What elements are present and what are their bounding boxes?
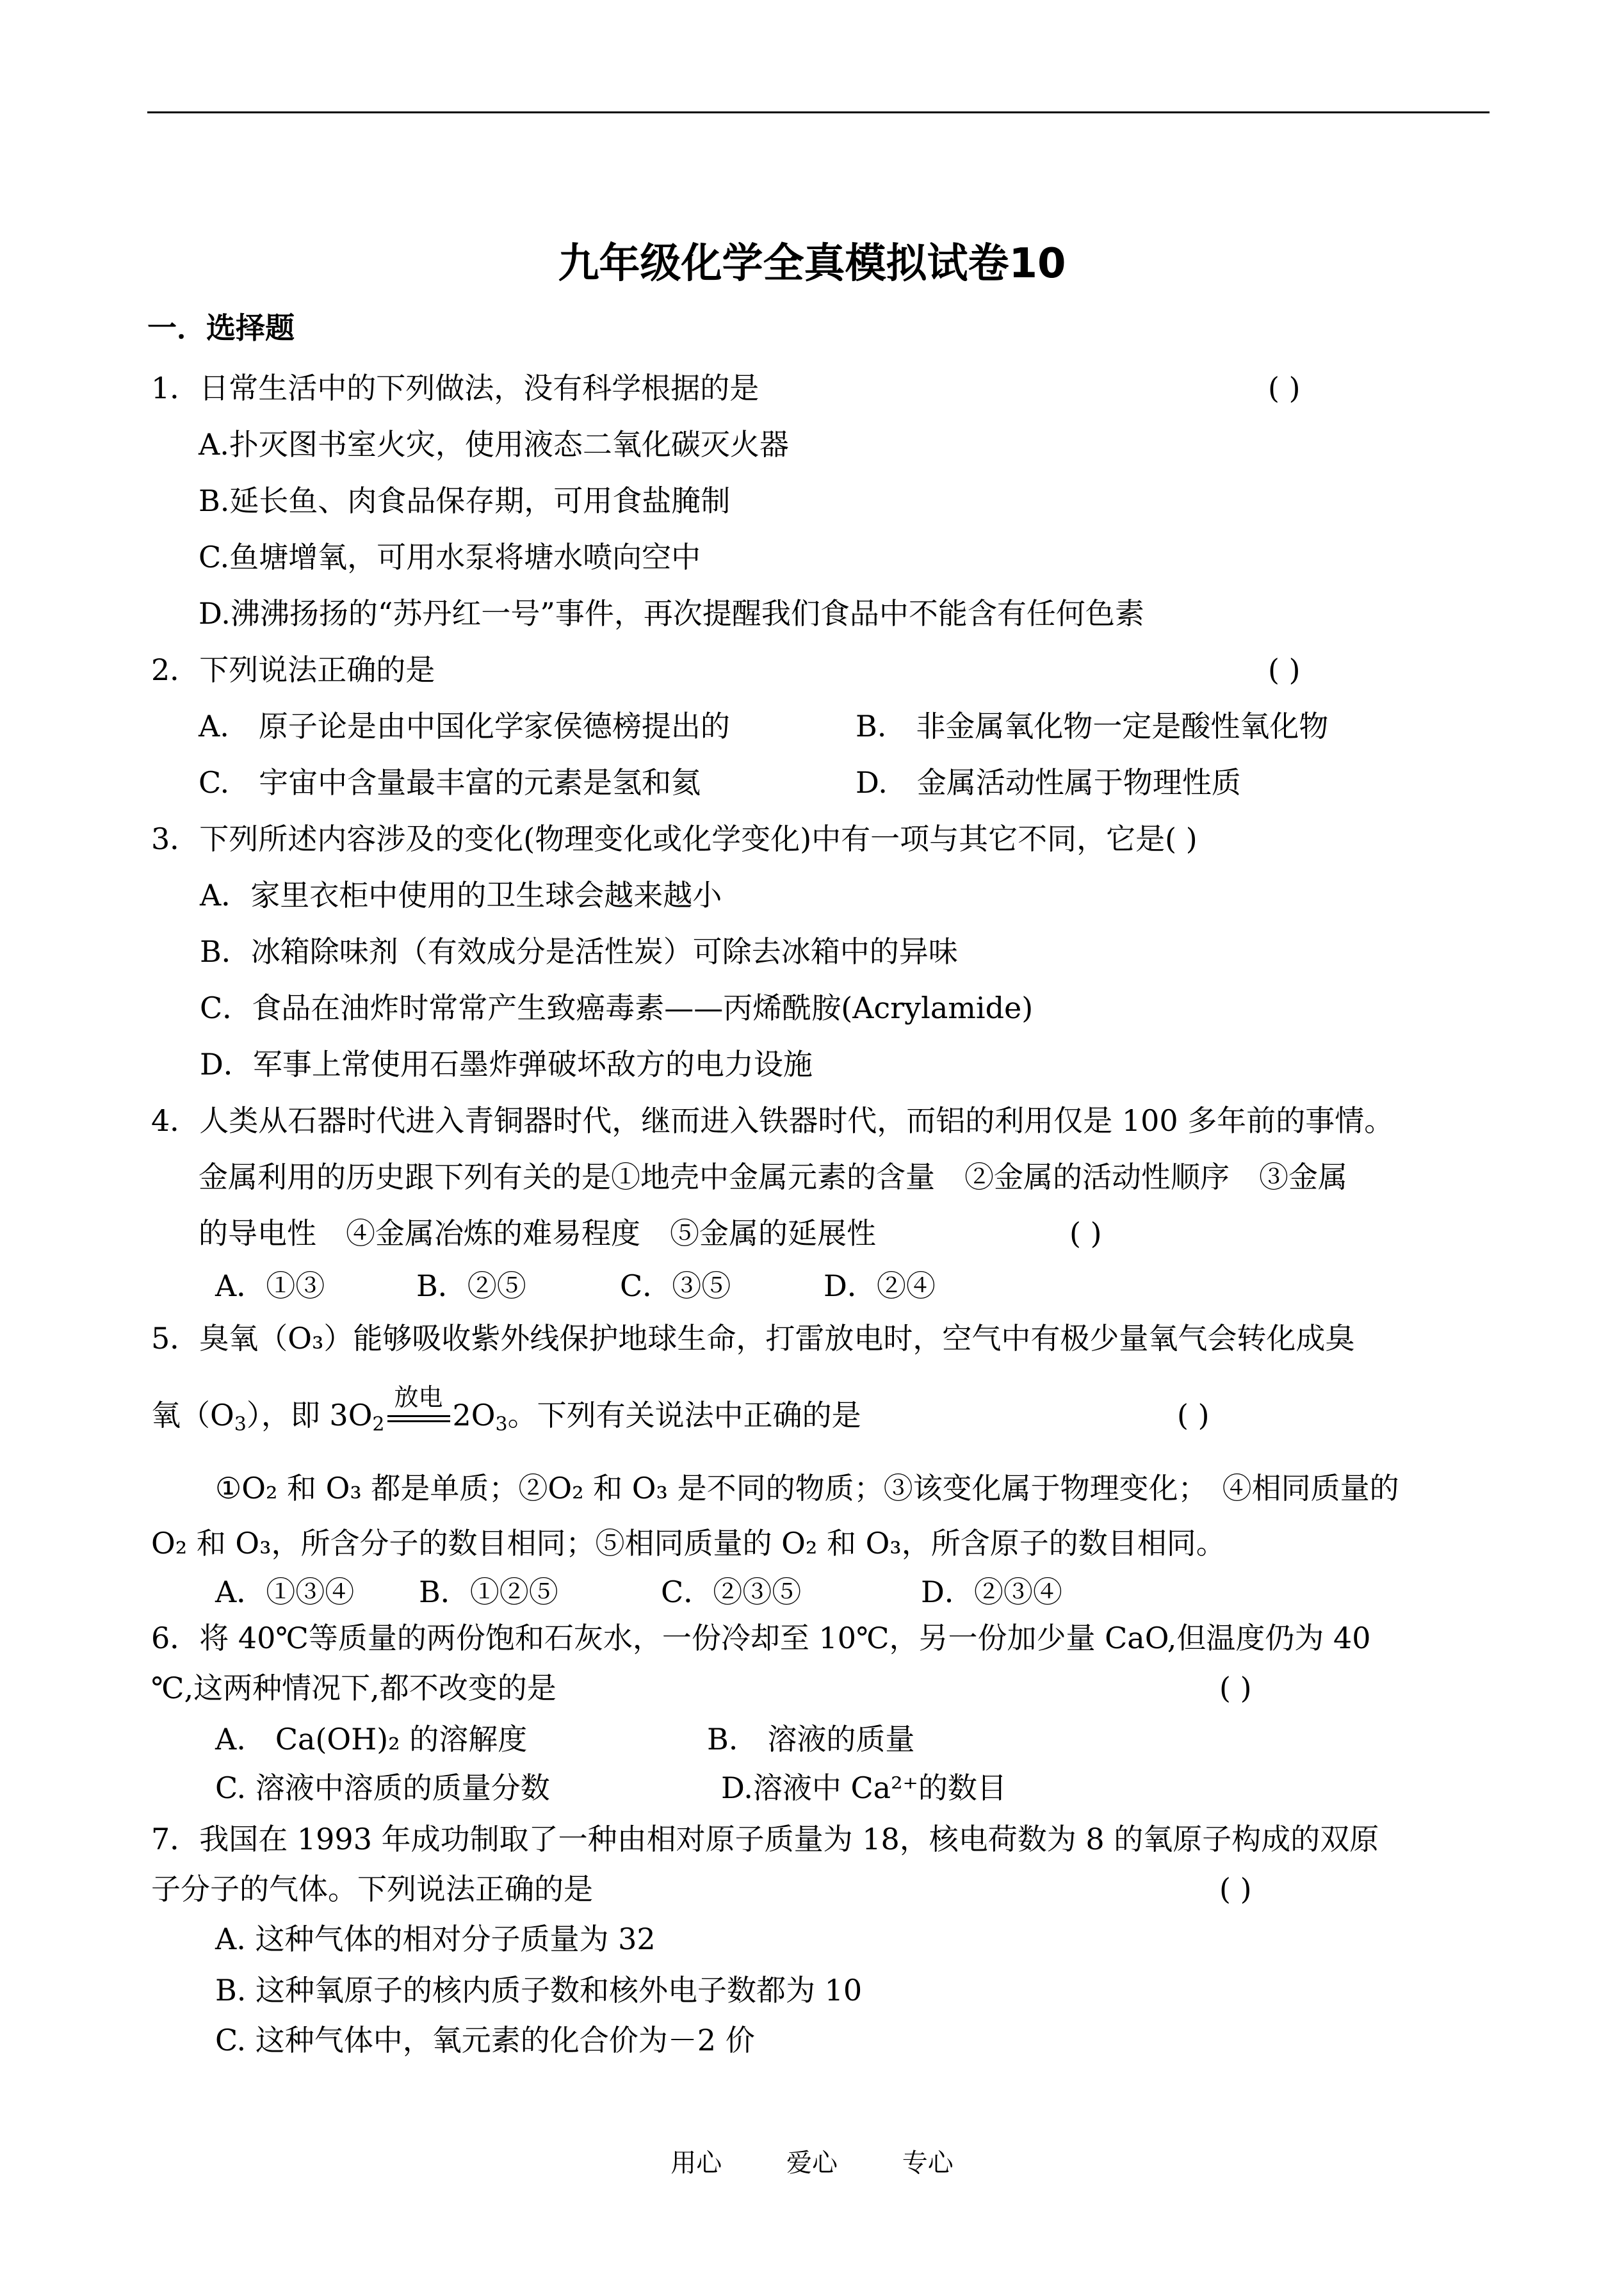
q4-option-a: A．①③: [215, 1269, 325, 1303]
q3-option-a: A．家里衣柜中使用的卫生球会越来越小: [200, 878, 722, 912]
q2-option-b: B. 非金属氧化物一定是酸性氧化物: [856, 709, 1329, 743]
q7-option-a: A. 这种气体的相对分子质量为 32: [215, 1922, 656, 1956]
q1-option-a: A.扑灭图书室火灾，使用液态二氧化碳灭火器: [199, 427, 789, 462]
q6-answer-blank: ( ): [1219, 1671, 1252, 1705]
section-heading: 一．选择题: [147, 311, 295, 345]
footer-item: 爱心: [786, 2148, 838, 2178]
q7-line-2: 子分子的气体。下列说法正确的是: [151, 1872, 593, 1906]
q4-line-2: 金属利用的历史跟下列有关的是①地壳中金属元素的含量 ②金属的活动性顺序 ③金属: [199, 1160, 1347, 1194]
q5-statements-1: ①O₂ 和 O₃ 都是单质；②O₂ 和 O₃ 是不同的物质；③该变化属于物理变化； ④相同质量的: [215, 1471, 1399, 1505]
reaction-condition: 放电: [394, 1383, 443, 1411]
q3-option-c: C．食品在油炸时常常产生致癌毒素——丙烯酰胺(Acrylamide): [200, 991, 1034, 1025]
q6-option-c: C. 溶液中溶质的质量分数: [215, 1771, 550, 1805]
q6-option-b: B. 溶液的质量: [707, 1722, 915, 1756]
q5-option-a: A．①③④: [215, 1575, 355, 1609]
q4-option-c: C．③⑤: [620, 1269, 731, 1303]
q2-option-d: D. 金属活动性属于物理性质: [856, 765, 1241, 800]
q5-answer-blank: ( ): [1177, 1398, 1210, 1432]
q7-answer-blank: ( ): [1219, 1872, 1252, 1906]
q2-option-c: C. 宇宙中含量最丰富的元素是氢和氦: [199, 765, 701, 800]
q5-option-b: B．①②⑤: [419, 1575, 558, 1609]
q7-option-c: C. 这种气体中，氧元素的化合价为－2 价: [215, 2023, 755, 2057]
q1-answer-blank: ( ): [1268, 371, 1301, 405]
q1-option-c: C.鱼塘增氧，可用水泵将塘水喷向空中: [199, 540, 701, 574]
q4-answer-blank: ( ): [1069, 1216, 1102, 1251]
header-rule: [147, 111, 1490, 113]
q6-option-a: A. Ca(OH)₂ 的溶解度: [215, 1722, 528, 1756]
q2-option-a: A. 原子论是由中国化学家侯德榜提出的: [199, 709, 730, 743]
q3-option-d: D．军事上常使用石墨炸弹破坏敌方的电力设施: [200, 1047, 813, 1082]
footer-item: 专心: [902, 2148, 954, 2178]
q5-equation-line: 氧$(O_3)$，即 $3O_2$ 放电 $2O_3$。下列有关说法中正确的是: [151, 1397, 861, 1433]
q7-option-b: B. 这种氧原子的核内质子数和核外电子数都为 10: [215, 1973, 863, 2007]
q2-stem: 2．下列说法正确的是: [151, 653, 435, 687]
q5-option-d: D．②③④: [921, 1575, 1062, 1609]
q5-statements-2: O₂ 和 O₃，所含分子的数目相同；⑤相同质量的 O₂ 和 O₃，所含原子的数目相同。: [151, 1526, 1226, 1561]
q5-option-c: C．②③⑤: [661, 1575, 802, 1609]
q6-line-1: 6．将 40℃等质量的两份饱和石灰水，一份冷却至 10℃，另一份加少量 CaO,但温度仍为 40: [151, 1621, 1371, 1655]
q4-option-d: D．②④: [824, 1269, 936, 1303]
q3-stem: 3．下列所述内容涉及的变化(物理变化或化学变化)中有一项与其它不同，它是( ): [151, 822, 1198, 856]
q3-option-b: B．冰箱除味剂（有效成分是活性炭）可除去冰箱中的异味: [200, 934, 958, 969]
footer-item: 用心: [670, 2148, 722, 2178]
page-footer: [0, 2143, 1624, 2179]
q4-option-b: B．②⑤: [416, 1269, 526, 1303]
q1-option-d: D.沸沸扬扬的“苏丹红一号”事件，再次提醒我们食品中不能含有任何色素: [199, 596, 1144, 631]
q6-line-2: ℃,这两种情况下,都不改变的是: [151, 1671, 556, 1705]
q4-line-1: 4．人类从石器时代进入青铜器时代，继而进入铁器时代，而铝的利用仅是 100 多年前的事情。: [151, 1103, 1394, 1138]
q5-eq-post: 2O: [452, 1398, 496, 1432]
q5-eq-end: 。下列有关说法中正确的是: [507, 1398, 861, 1432]
q1-option-b: B.延长鱼、肉食品保存期，可用食盐腌制: [199, 483, 731, 518]
q1-stem: 1．日常生活中的下列做法，没有科学根据的是: [151, 371, 759, 405]
q6-option-d: D.溶液中 Ca²⁺的数目: [721, 1771, 1007, 1805]
q7-line-1: 7．我国在 1993 年成功制取了一种由相对原子质量为 18，核电荷数为 8 的氧原子构成的双原: [151, 1822, 1379, 1856]
q5-eq-mid: ），即 3O: [246, 1398, 373, 1432]
page-title: 九年级化学全真模拟试卷10: [558, 240, 1066, 288]
q4-line-3: 的导电性 ④金属冶炼的难易程度 ⑤金属的延展性: [199, 1216, 876, 1251]
q2-answer-blank: ( ): [1268, 653, 1301, 687]
reaction-arrow-icon: [385, 1383, 453, 1433]
q5-line-1: 5．臭氧（O₃）能够吸收紫外线保护地球生命，打雷放电时，空气中有极少量氧气会转化成臭: [151, 1321, 1355, 1356]
q5-eq-pre: 氧（O: [151, 1398, 234, 1432]
